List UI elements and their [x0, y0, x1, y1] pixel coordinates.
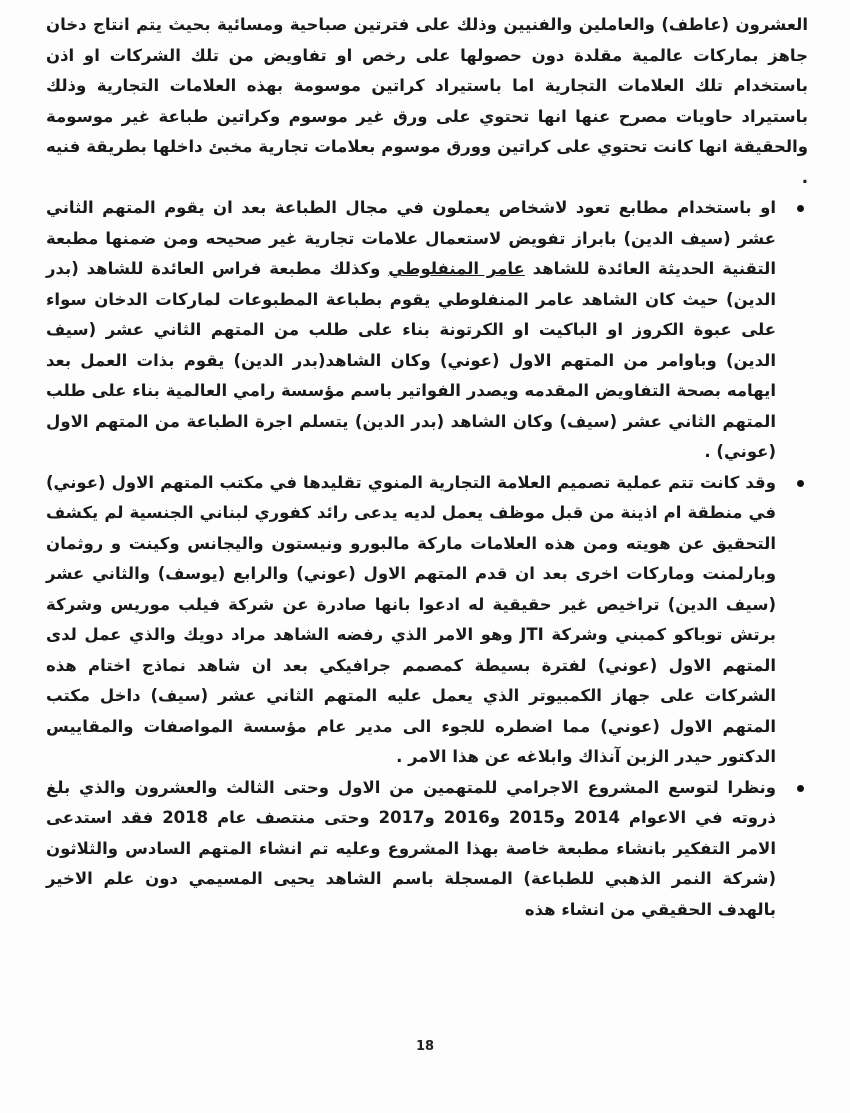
bullet-icon — [797, 785, 804, 792]
underlined-name: عامر المنفلوطي — [388, 259, 525, 278]
bullet-text-part2: وكذلك مطبعة فراس العائدة للشاهد (بدر الدين) حيث كان الشاهد عامر المنفلوطي يقوم بطباعة المطبوعات لماركات الدخان سواء على عبوة الكروز او الباكيت او الكرتونة بناء على طلب من المتهم الثاني عشر (سيف الدين) وباوامر من المتهم الاول (عوني) وكان الشاهد(بدر الدين) يقوم بذات العمل بعد ايهامه بصحة التفاويض المقدمه ويصدر الفواتير باسم مؤسسة رامي العالمية بناء على طلب المتهم الثاني عشر (سيف) وكان الشاهد (بدر الدين) يتسلم اجرة الطباعة من المتهم الاول (عوني) . — [46, 259, 776, 461]
bullet-item-trademark-design — [46, 468, 808, 773]
document-body — [46, 10, 808, 925]
bullet-item-project-expansion — [46, 773, 808, 926]
bullet-item-printing-presses — [46, 193, 808, 468]
bullet-text-part1: او باستخدام مطابع تعود لاشخاص يعملون في مجال الطباعة بعد ان يقوم المتهم الثاني عشر (سيف الدين) بابراز تفويض لاستعمال علامات تجارية غير صحيحه ومن ضمنها مطبعة التقنية الحديثة العائدة للشاهد — [46, 198, 777, 278]
bullet-text: وقد كانت تتم عملية تصميم العلامة التجارية المنوي تقليدها في مكتب المتهم الاول (عوني) في منطقة ام اذينة من قبل موظف يعمل لديه يدعى رائد كفوري لبناني الجنسية لم يكشف التحقيق عن هويته ومن هذه العلامات ماركة مالبورو ونيستون واليجانس وكينت و روثمان وبارلمنت وماركات اخرى بعد ان قدم المتهم الاول (عوني) والرابع (يوسف) والثاني عشر (سيف الدين) تراخيص غير حقيقية له ادعوا بانها صادرة عن شركة فيلب موريس وشركة برتش توباكو كمبني وشركة JTI وهو الامر الذي رفضه الشاهد مراد دويك والذي عمل لدى المتهم الاول (عوني) لفترة بسيطة كمصمم جرافيكي بعد ان شاهد نماذج اختام هذه الشركات على جهاز الكمبيوتر الذي يعمل عليه المتهم الثاني عشر (سيف) داخل مكتب المتهم الاول (عوني) مما اضطره للجوء الى مدير عام مؤسسة المواصفات والمقاييس الدكتور حيدر الزبن آنذاك وابلاغه عن هذا الامر . — [46, 472, 776, 766]
bullet-text: ونظرا لتوسع المشروع الاجرامي للمتهمين من الاول وحتى الثالث والعشرون والذي بلغ ذروته في الاعوام 2014 و2015 و2016 و2017 وحتى منتصف عام 2018 فقد استدعى الامر التفكير بانشاء مطبعة خاصة بهذا المشروع وعليه تم انشاء المتهم السادس والثلاثون (شركة النمر الذهبي للطباعة) المسجلة باسم الشاهد يحيى المسيمي دون علم الاخير بالهدف الحقيقي من انشاء هذه — [46, 777, 776, 919]
intro-paragraph: العشرون (عاطف) والعاملين والفنيين وذلك على فترتين صباحية ومسائية بحيث يتم انتاج دخان جاهز بماركات عالمية مقلدة دون حصولها على رخص او تفاويض من تلك الشركات او اذن باستخدام تلك العلامات التجارية اما باستيراد كراتين موسومة بهذه العلامات التجارية وذلك باستيراد حاويات مصرح عنها انها تحتوي على ورق غير موسوم وكراتين طباعة غير موسومة والحقيقة انها كانت تحتوي على كراتين وورق موسوم بعلامات تجارية مخبئ داخلها بطريقة فنيه . — [46, 15, 808, 187]
page-number: 18 — [415, 1039, 435, 1054]
bullet-icon — [797, 205, 804, 212]
bullet-icon — [797, 480, 804, 487]
